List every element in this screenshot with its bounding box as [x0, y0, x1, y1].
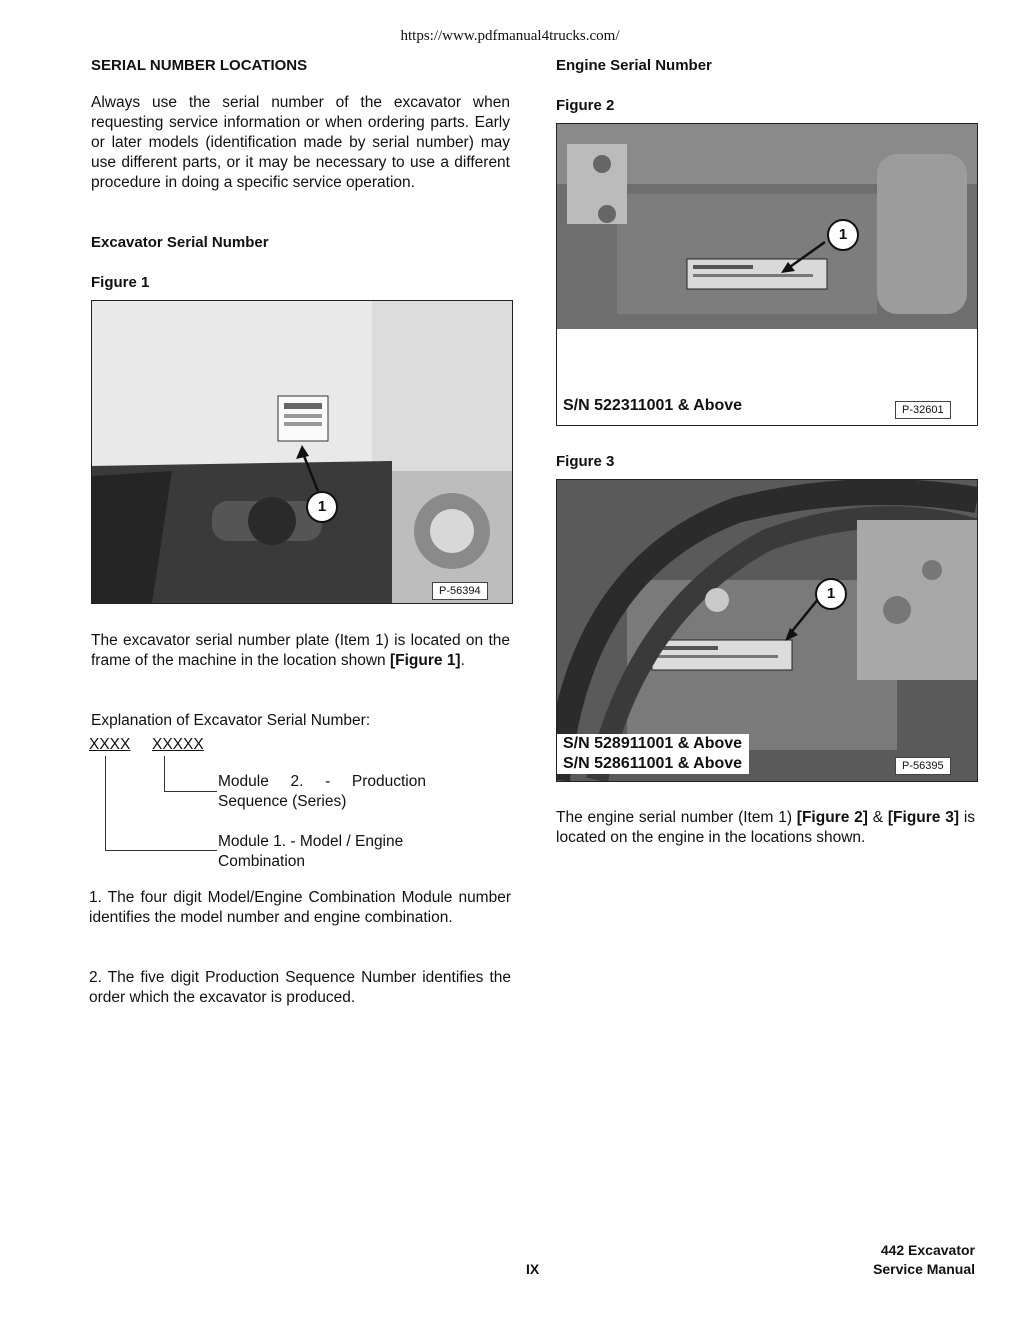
- manual-title-line-2: Service Manual: [873, 1261, 975, 1277]
- excavator-serial-heading: Excavator Serial Number: [91, 234, 269, 251]
- figure-1-photo: [91, 300, 513, 604]
- section-title: SERIAL NUMBER LOCATIONS: [91, 57, 308, 74]
- note-1: 1. The four digit Model/Engine Combination Module number identifies the model number and engine combination.: [89, 889, 511, 926]
- figure-2-label: Figure 2: [556, 97, 615, 114]
- figure-2-photo: [556, 123, 978, 426]
- module-1-label: Module 1. - Model / Engine Combination: [218, 833, 404, 870]
- note-2: 2. The five digit Production Sequence Number identifies the order which the excavator is produced.: [89, 969, 511, 1006]
- engine-serial-paragraph: The engine serial number (Item 1) [Figure 2] & [Figure 3] is located on the engine in the locations shown.: [556, 809, 976, 846]
- figure-2-callout: 1: [827, 219, 859, 251]
- figure-1-label: Figure 1: [91, 274, 150, 291]
- connector-line-1h: [105, 850, 217, 851]
- connector-line-2h: [164, 791, 217, 792]
- figure-3-callout: 1: [815, 578, 847, 610]
- explanation-heading: Explanation of Excavator Serial Number:: [91, 712, 371, 729]
- figure-3-label: Figure 3: [556, 453, 615, 470]
- manual-title-line-1: 442 Excavator: [880, 1242, 975, 1258]
- connector-line-2v: [164, 756, 165, 792]
- code-module-1: XXXX: [89, 736, 131, 753]
- figure-3-code: P-56395: [895, 757, 951, 775]
- figure-2-code: P-32601: [895, 401, 951, 419]
- engine-serial-heading: Engine Serial Number: [556, 57, 712, 74]
- header-url: https://www.pdfmanual4trucks.com/: [400, 28, 620, 44]
- page-number: IX: [526, 1261, 540, 1277]
- figure-1-code: P-56394: [432, 582, 488, 600]
- code-module-2: XXXXX: [152, 736, 204, 753]
- plate-location-paragraph: The excavator serial number plate (Item 1) is located on the frame of the machine in the location shown [Figure 1].: [91, 632, 510, 669]
- figure-2-serial-range: S/N 522311001 & Above: [557, 396, 769, 416]
- connector-line-1v: [105, 756, 106, 851]
- figure-1-callout: 1: [306, 491, 338, 523]
- figure-3-photo: [556, 479, 978, 782]
- intro-paragraph: Always use the serial number of the excavator when requesting service information or when ordering parts. Early or later models (identification made by serial number) may use different parts, or it may be necessary to use a different procedure in doing a specific service operation.: [91, 94, 510, 191]
- module-2-label: Module 2. - Production Sequence (Series): [218, 773, 426, 810]
- figure-3-serial-range-2: S/N 528611001 & Above: [557, 754, 749, 774]
- figure-3-serial-range-1: S/N 528911001 & Above: [557, 734, 749, 754]
